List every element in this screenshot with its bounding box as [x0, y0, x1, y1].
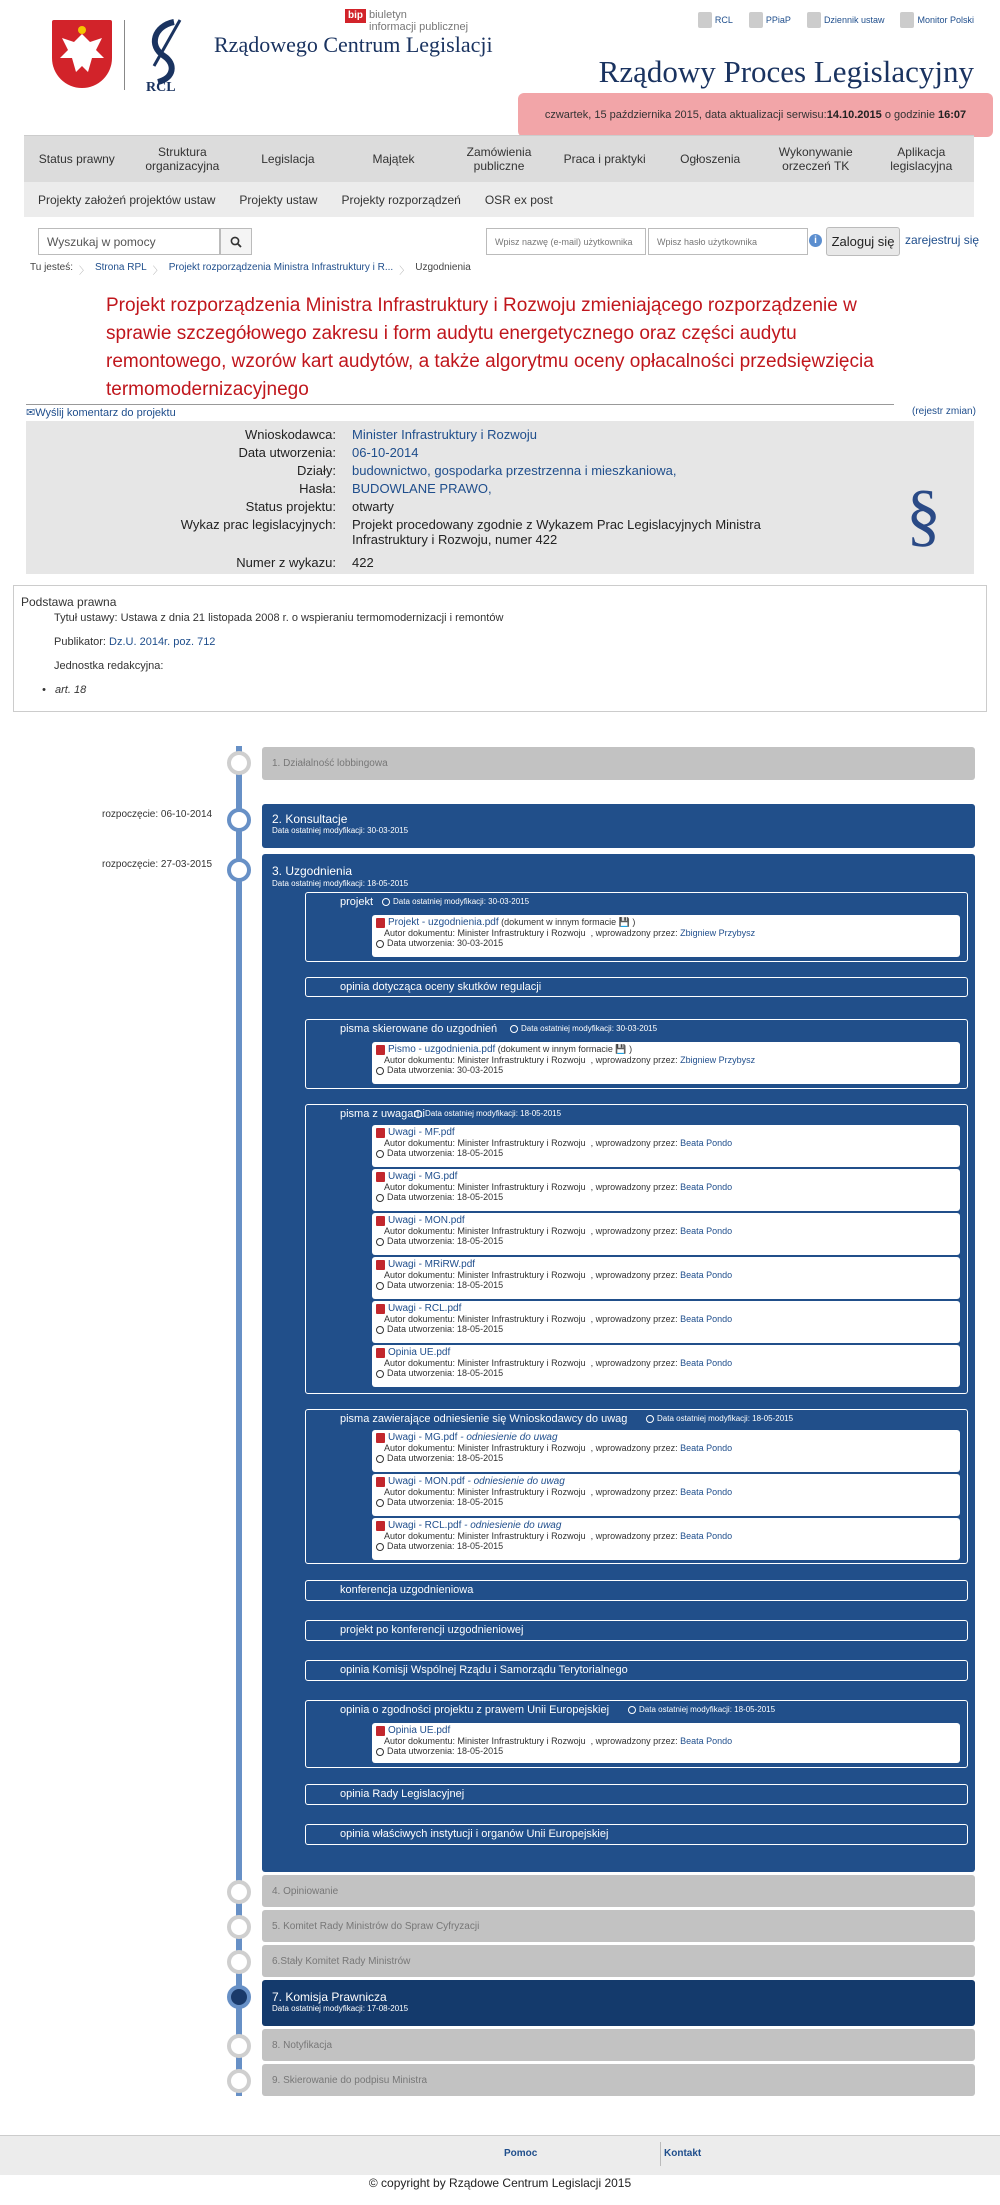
sub-mod [510, 1024, 657, 1033]
entered-by: , wprowadzony przez: [585, 1358, 681, 1368]
reply-suffix: - odniesienie do uwag [457, 1432, 558, 1443]
mod-value: 30-03-2015 [488, 897, 530, 906]
sub-po-konferencji[interactable]: projekt po konferencji uzgodnieniowej [305, 1620, 968, 1641]
mod-value: 18-05-2015 [752, 1414, 794, 1423]
sub-pisma-skierowane[interactable] [305, 1019, 968, 1089]
mod-prefix: Data ostatniej modyfikacji: [425, 1109, 521, 1118]
clock-icon [376, 1370, 384, 1378]
entered-by-user[interactable]: Beata Pondo [680, 1138, 733, 1148]
legal-act: Tytuł ustawy: Ustawa z dnia 21 listopada 2008 r. o wspieraniu termomodernizacji i remontów [54, 612, 504, 624]
created-prefix: Data utworzenia: [387, 938, 458, 948]
login-button[interactable]: Zaloguj się [826, 227, 900, 256]
created-prefix: Data utworzenia: [387, 1065, 458, 1075]
mod-prefix: Data ostatniej modyfikacji: [657, 1414, 753, 1423]
main-nav [24, 135, 974, 182]
nav-orzeczenia[interactable]: Wykonywanie orzeczeń TK [778, 145, 853, 173]
worklist-line2: Infrastruktury i Rozwoju, numer 422 [352, 532, 558, 547]
nav-zamowienia[interactable]: Zamówienia publiczne [466, 145, 532, 173]
worklist-label: Wykaz prac legislacyjnych: [180, 517, 336, 532]
created-date: 30-03-2015 [457, 938, 504, 948]
sub-opinia-osr[interactable]: opinia dotycząca oceny skutków regulacji [305, 977, 968, 997]
pdf-icon [376, 1216, 385, 1226]
sub-title: pisma zawierające odniesienie się Wnioskodawcy do uwag [340, 1413, 628, 1425]
stage-start-date: rozpoczęcie: 27-03-2015 [102, 859, 213, 870]
created-date: 18-05-2015 [457, 1497, 504, 1507]
created-date: 18-05-2015 [457, 1236, 504, 1246]
entered-by-user[interactable]: Beata Pondo [680, 1487, 733, 1497]
created-prefix: Data utworzenia: [387, 1192, 458, 1202]
nav-praca[interactable]: Praca i praktyki [563, 152, 646, 166]
stage-lobbing[interactable]: 1. Działalność lobbingowa [262, 747, 975, 780]
top-link-label: Dziennik ustaw [823, 15, 885, 25]
author: Autor dokumentu: Minister Infrastruktury i Rozwoju [384, 1531, 586, 1541]
footer-contact-link[interactable]: Kontakt [664, 2148, 702, 2159]
reply-suffix: - odniesienie do uwag [461, 1520, 562, 1531]
author: Autor dokumentu: Minister Infrastruktury i Rozwoju [384, 1138, 586, 1148]
applicant-value[interactable]: Minister Infrastruktury i Rozwoju [352, 427, 537, 442]
mod-value: 30-03-2015 [616, 1024, 658, 1033]
project-metadata [26, 421, 974, 574]
other-format-icon[interactable]: 💾 [618, 917, 630, 927]
clock-icon [376, 1194, 384, 1202]
clock-icon [376, 1326, 384, 1334]
document-link[interactable]: Projekt - uzgodnienia.pdf [388, 917, 499, 928]
other-format-label: (dokument w innym formacie [495, 1044, 616, 1054]
sub-rada-legislacyjna[interactable]: opinia Rady Legislacyjnej [305, 1784, 968, 1805]
stage-marker [227, 2034, 251, 2058]
stage-komitet-cyfryzacji[interactable]: 5. Komitet Rady Ministrów do Spraw Cyfryzacji [262, 1910, 975, 1942]
created-prefix: Data utworzenia: [387, 1541, 458, 1551]
sub-mod [646, 1414, 793, 1423]
created-date: 30-03-2015 [457, 1065, 504, 1075]
search-input[interactable]: Wyszukaj w pomocy [38, 228, 220, 255]
send-comment-link[interactable] [26, 406, 176, 419]
clock-icon [376, 1238, 384, 1246]
breadcrumb-home[interactable]: Strona RPL [94, 262, 147, 273]
subnav-ustawy[interactable]: Projekty ustaw [239, 192, 318, 207]
entered-by: , wprowadzony przez: [585, 1736, 681, 1746]
document-link[interactable]: Uwagi - MG.pdf [388, 1171, 458, 1182]
dziennik-icon [807, 12, 821, 28]
document-link[interactable]: Uwagi - MF.pdf [388, 1127, 455, 1138]
created-date: 18-05-2015 [457, 1541, 504, 1551]
nav-ogloszenia[interactable]: Ogłoszenia [680, 152, 741, 166]
close-paren: ) [626, 1044, 633, 1054]
sub-mod [414, 1109, 561, 1118]
clock-icon [376, 1543, 384, 1551]
pdf-icon [376, 1128, 385, 1138]
document-entry [372, 1213, 960, 1255]
created-date: 18-05-2015 [457, 1746, 504, 1756]
created-date: 18-05-2015 [457, 1192, 504, 1202]
clock-icon [628, 1706, 636, 1714]
entered-by-user[interactable]: Zbigniew Przybysz [680, 1055, 756, 1065]
bip-line1: biuletyn [369, 9, 407, 21]
project-title: Projekt rozporządzenia Ministra Infrastruktury i Rozwoju zmieniającego rozporządzenie w sprawie szczegółowego zakresu i form audytu energetycznego oraz części audytu remontowego, wzorów kart audytów, a także algorytmu oceny opłacalności przedsięwzięcia termomodernizacyjnego [106, 295, 874, 400]
document-entry [372, 1301, 960, 1343]
document-link[interactable]: Uwagi - MON.pdf [388, 1215, 465, 1226]
top-links [698, 12, 974, 28]
mod-prefix: Data ostatniej modyfikacji: [521, 1024, 617, 1033]
created-prefix: Data utworzenia: [387, 1453, 458, 1463]
stage-marker [227, 2069, 251, 2093]
created-date: 18-05-2015 [457, 1453, 504, 1463]
sub-instytucje-ue[interactable]: opinia właściwych instytucji i organów Unii Europejskiej [305, 1824, 968, 1845]
number-label: Numer z wykazu: [236, 555, 336, 570]
sub-title: projekt [340, 896, 374, 908]
document-entry [372, 1430, 960, 1472]
poland-eagle-logo [52, 20, 112, 88]
author: Autor dokumentu: Minister Infrastruktury i Rozwoju [384, 1443, 586, 1453]
entered-by: , wprowadzony przez: [585, 1487, 681, 1497]
number-value: 422 [352, 555, 374, 570]
entered-by: , wprowadzony przez: [585, 1443, 681, 1453]
stage-marker [227, 1985, 251, 2009]
clock-icon [376, 1067, 384, 1075]
entered-by: , wprowadzony przez: [585, 1270, 681, 1280]
clock-icon [376, 1748, 384, 1756]
sub-nav [24, 182, 974, 217]
document-entry [372, 1125, 960, 1167]
document-entry [372, 1257, 960, 1299]
document-link[interactable]: Pismo - uzgodnienia.pdf [388, 1044, 496, 1055]
mod-prefix: Data ostatniej modyfikacji: [639, 1705, 735, 1714]
clock-icon [414, 1110, 422, 1118]
breadcrumb-project[interactable]: Projekt rozporządzenia Ministra Infrastruktury i R... [168, 262, 394, 273]
document-entry [372, 1042, 960, 1084]
stage-title: 7. Komisja Prawnicza [272, 1990, 387, 2004]
clock-icon [376, 1282, 384, 1290]
document-entry [372, 1723, 960, 1763]
created-prefix: Data utworzenia: [387, 1324, 458, 1334]
created-prefix: Data utworzenia: [387, 1746, 458, 1756]
stage-komisja-prawnicza[interactable] [262, 1980, 975, 2026]
mod-value: 18-05-2015 [734, 1705, 776, 1714]
pdf-icon [376, 1433, 385, 1443]
entered-by: , wprowadzony przez: [585, 1314, 681, 1324]
applicant-label: Wnioskodawca: [244, 427, 336, 442]
date-text: czwartek, 15 października 2015, data aktualizacji serwisu: [544, 109, 827, 121]
org-name[interactable]: Rządowego Centrum Legislacji [214, 32, 493, 57]
legal-publisher [54, 636, 215, 648]
nav-aplikacja[interactable]: Aplikacja legislacyjna [890, 145, 953, 173]
copyright: © copyright by Rządowe Centrum Legislacji 2015 [368, 2176, 632, 2190]
update-date-bar [518, 93, 993, 137]
stage-marker [227, 751, 251, 775]
document-link[interactable]: Uwagi - MG.pdf [388, 1432, 458, 1443]
stage-marker [227, 858, 251, 882]
entered-by: , wprowadzony przez: [585, 1531, 681, 1541]
author: Autor dokumentu: Minister Infrastruktury i Rozwoju [384, 1314, 586, 1324]
unit-value: • art. 18 [42, 684, 87, 696]
entered-by-user[interactable]: Beata Pondo [680, 1358, 733, 1368]
entered-by-user[interactable]: Beata Pondo [680, 1314, 733, 1324]
title-divider [26, 404, 894, 405]
document-link[interactable]: Opinia UE.pdf [388, 1347, 451, 1358]
entered-by: , wprowadzony przez: [585, 1182, 681, 1192]
stage-start-date: rozpoczęcie: 06-10-2014 [102, 809, 213, 820]
other-format-icon[interactable]: 💾 [615, 1044, 627, 1054]
top-link-label: Monitor Polski [917, 15, 974, 25]
worklist-line1: Projekt procedowany zgodnie z Wykazem Prac Legislacyjnych Ministra [352, 517, 761, 532]
clock-icon [646, 1415, 654, 1423]
pdf-icon [376, 1348, 385, 1358]
sections-label: Działy: [296, 463, 336, 478]
pdf-icon [376, 1521, 385, 1531]
footer-divider [660, 2142, 661, 2166]
document-entry [372, 1474, 960, 1516]
sub-zgodnosc-ue[interactable] [305, 1700, 968, 1768]
author: Autor dokumentu: Minister Infrastruktury i Rozwoju [384, 928, 586, 938]
breadcrumb-label: Tu jesteś: [30, 262, 73, 273]
username-field[interactable]: Wpisz nazwę (e-mail) użytkownika [486, 228, 646, 255]
close-paren: ) [629, 917, 636, 927]
author: Autor dokumentu: Minister Infrastruktury i Rozwoju [384, 1226, 586, 1236]
created-date: 18-05-2015 [457, 1280, 504, 1290]
sub-projekt[interactable] [305, 892, 968, 962]
mod-value: 18-05-2015 [520, 1109, 562, 1118]
update-time: 16:07 [938, 109, 967, 121]
clock-icon [510, 1025, 518, 1033]
nav-status-prawny[interactable]: Status prawny [38, 152, 115, 166]
info-icon[interactable]: i [809, 234, 822, 247]
legal-heading: Podstawa prawna [21, 595, 117, 609]
clock-icon [376, 1150, 384, 1158]
stage-notyfikacja[interactable]: 8. Notyfikacja [262, 2029, 975, 2061]
clock-icon [376, 940, 384, 948]
pdf-icon [376, 918, 385, 928]
nav-legislacja[interactable]: Legislacja [261, 152, 315, 166]
other-format-label: (dokument w innym formacie [498, 917, 619, 927]
entered-by: , wprowadzony przez: [585, 1138, 681, 1148]
clock-icon [376, 1455, 384, 1463]
footer-help-link[interactable]: Pomoc [504, 2148, 538, 2159]
stage-marker [227, 808, 251, 832]
stage-title: 3. Uzgodnienia [272, 864, 353, 878]
created-prefix: Data utworzenia: [387, 1236, 458, 1246]
created-prefix: Data utworzenia: [387, 1368, 458, 1378]
document-link[interactable]: Uwagi - RCL.pdf [388, 1520, 462, 1531]
clock-icon [376, 1499, 384, 1507]
entered-by: , wprowadzony przez: [585, 1226, 681, 1236]
document-link[interactable]: Uwagi - RCL.pdf [388, 1303, 462, 1314]
created-date: 18-05-2015 [457, 1148, 504, 1158]
created-prefix: Data utworzenia: [387, 1280, 458, 1290]
document-entry [372, 915, 960, 957]
entered-by-user[interactable]: Beata Pondo [680, 1736, 733, 1746]
created-prefix: Data utworzenia: [387, 1497, 458, 1507]
site-title: Rządowy Proces Legislacyjny [598, 54, 974, 89]
unit-text: art. 18 [55, 684, 87, 696]
entered-by: , wprowadzony przez: [585, 928, 681, 938]
mod-prefix: Data ostatniej modyfikacji: [393, 897, 489, 906]
created-date: 18-05-2015 [457, 1368, 504, 1378]
search-button[interactable] [220, 228, 252, 255]
entered-by-user[interactable]: Beata Pondo [680, 1226, 733, 1236]
document-link[interactable]: Uwagi - MON.pdf [388, 1476, 465, 1487]
author: Autor dokumentu: Minister Infrastruktury i Rozwoju [384, 1270, 586, 1280]
stage-marker [227, 1950, 251, 1974]
status-value: otwarty [352, 499, 394, 514]
top-link-rcl[interactable] [698, 12, 733, 28]
stage-podpis-ministra[interactable]: 9. Skierowanie do podpisu Ministra [262, 2064, 975, 2096]
stage-staly-komitet[interactable]: 6.Stały Komitet Rady Ministrów [262, 1945, 975, 1977]
monitor-icon [900, 12, 914, 28]
pdf-icon [376, 1726, 385, 1736]
top-link-label: RCL [714, 15, 733, 25]
sub-mod [628, 1705, 775, 1714]
entered-by-user[interactable]: Zbigniew Przybysz [680, 928, 756, 938]
sub-pisma-odniesienie[interactable] [305, 1409, 968, 1564]
entered-by-user[interactable]: Beata Pondo [680, 1182, 733, 1192]
sub-konferencja[interactable]: konferencja uzgodnieniowa [305, 1580, 968, 1601]
search-icon [230, 236, 242, 248]
created-value[interactable]: 06-10-2014 [352, 445, 419, 460]
pdf-icon [376, 1260, 385, 1270]
author: Autor dokumentu: Minister Infrastruktury i Rozwoju [384, 1487, 586, 1497]
stage-marker [227, 1880, 251, 1904]
pdf-icon [376, 1045, 385, 1055]
stage-uzgodnienia[interactable] [262, 854, 975, 1872]
document-entry [372, 1345, 960, 1387]
ppiap-icon [749, 12, 763, 28]
created-date: 18-05-2015 [457, 1324, 504, 1334]
top-link-dziennik[interactable] [807, 12, 885, 28]
stage-mod-date: Data ostatniej modyfikacji: 17-08-2015 [272, 2004, 409, 2013]
footer [0, 2135, 1000, 2175]
envelope-icon: ✉ [26, 407, 36, 419]
keywords-value[interactable]: BUDOWLANE PRAWO, [352, 481, 492, 496]
register-link[interactable]: zarejestruj się [905, 233, 980, 247]
top-link-ppiap[interactable] [749, 12, 791, 28]
unit-label: Jednostka redakcyjna: [54, 660, 164, 672]
document-entry [372, 1169, 960, 1211]
nav-majatek[interactable]: Majątek [372, 152, 415, 166]
document-link[interactable]: Opinia UE.pdf [388, 1725, 451, 1736]
document-entry [372, 1518, 960, 1560]
nav-struktura[interactable]: Struktura organizacyjna [145, 145, 220, 173]
stage-title: 2. Konsultacje [272, 812, 348, 826]
breadcrumb: Tu jesteś: 〉 Strona RPL 〉 Projekt rozporządzenia Ministra Infrastruktury i R... 〉 Uzgodnienia [30, 262, 471, 277]
created-prefix: Data utworzenia: [387, 1148, 458, 1158]
send-comment-label: Wyślij komentarz do projektu [35, 407, 176, 419]
keywords-label: Hasła: [299, 481, 336, 496]
pdf-icon [376, 1477, 385, 1487]
rcl-abbr: RCL [146, 80, 176, 95]
stage-konsultacje[interactable] [262, 804, 975, 848]
publisher-link[interactable]: Dz.U. 2014r. poz. 712 [109, 636, 216, 648]
entered-by-user[interactable]: Beata Pondo [680, 1270, 733, 1280]
sub-title: pisma skierowane do uzgodnień [340, 1023, 498, 1035]
legal-basis-panel [13, 585, 987, 712]
stage-opiniowanie[interactable]: 4. Opiniowanie [262, 1875, 975, 1907]
stage-mod-date: Data ostatniej modyfikacji: 18-05-2015 [272, 879, 409, 888]
bip-line2: informacji publicznej [369, 21, 469, 33]
change-registry-link[interactable]: (rejestr zmian) [912, 406, 976, 417]
pdf-icon [376, 1172, 385, 1182]
sub-title: opinia o zgodności projektu z prawem Unii Europejskiej [340, 1704, 610, 1716]
sections-value[interactable]: budownictwo, gospodarka przestrzenna i mieszkaniowa, [352, 463, 677, 478]
pdf-icon [376, 1304, 385, 1314]
sub-mod [382, 897, 529, 906]
paragraph-section-icon: § [906, 477, 941, 554]
worklist-value [352, 517, 792, 547]
created-label: Data utworzenia: [238, 445, 336, 460]
logo-divider [124, 20, 125, 90]
password-field[interactable]: Wpisz hasło użytkownika [648, 228, 808, 255]
stage-mod-date: Data ostatniej modyfikacji: 30-03-2015 [272, 826, 409, 835]
status-label: Status projektu: [245, 499, 336, 514]
bip-link[interactable] [345, 9, 468, 33]
bip-badge: bip [345, 9, 366, 23]
stage-marker [227, 1915, 251, 1939]
rcl-small-icon [698, 12, 712, 28]
sub-komisja-wspolna[interactable]: opinia Komisji Wspólnej Rządu i Samorządu Terytorialnego [305, 1660, 968, 1681]
subnav-rozporzadzenia[interactable]: Projekty rozporządzeń [341, 192, 461, 207]
at-hour: o godzinie [881, 109, 939, 121]
breadcrumb-current: Uzgodnienia [415, 262, 471, 273]
publisher-label: Publikator: [54, 636, 110, 648]
entered-by-user[interactable]: Beata Pondo [680, 1443, 733, 1453]
subnav-osr[interactable]: OSR ex post [484, 192, 553, 207]
reply-suffix: - odniesienie do uwag [464, 1476, 565, 1487]
entered-by: , wprowadzony przez: [585, 1055, 681, 1065]
subnav-zalozenia[interactable]: Projekty założeń projektów ustaw [38, 192, 216, 207]
update-date: 14.10.2015 [826, 109, 882, 121]
document-link[interactable]: Uwagi - MRiRW.pdf [388, 1259, 476, 1270]
top-link-monitor[interactable] [900, 12, 974, 28]
author: Autor dokumentu: Minister Infrastruktury i Rozwoju [384, 1736, 586, 1746]
author: Autor dokumentu: Minister Infrastruktury i Rozwoju [384, 1055, 586, 1065]
author: Autor dokumentu: Minister Infrastruktury i Rozwoju [384, 1182, 586, 1192]
top-link-label: PPiaP [765, 15, 791, 25]
author: Autor dokumentu: Minister Infrastruktury i Rozwoju [384, 1358, 586, 1368]
sub-title: pisma z uwagami [340, 1108, 425, 1120]
sub-pisma-uwagi[interactable] [305, 1104, 968, 1394]
clock-icon [382, 898, 390, 906]
entered-by-user[interactable]: Beata Pondo [680, 1531, 733, 1541]
